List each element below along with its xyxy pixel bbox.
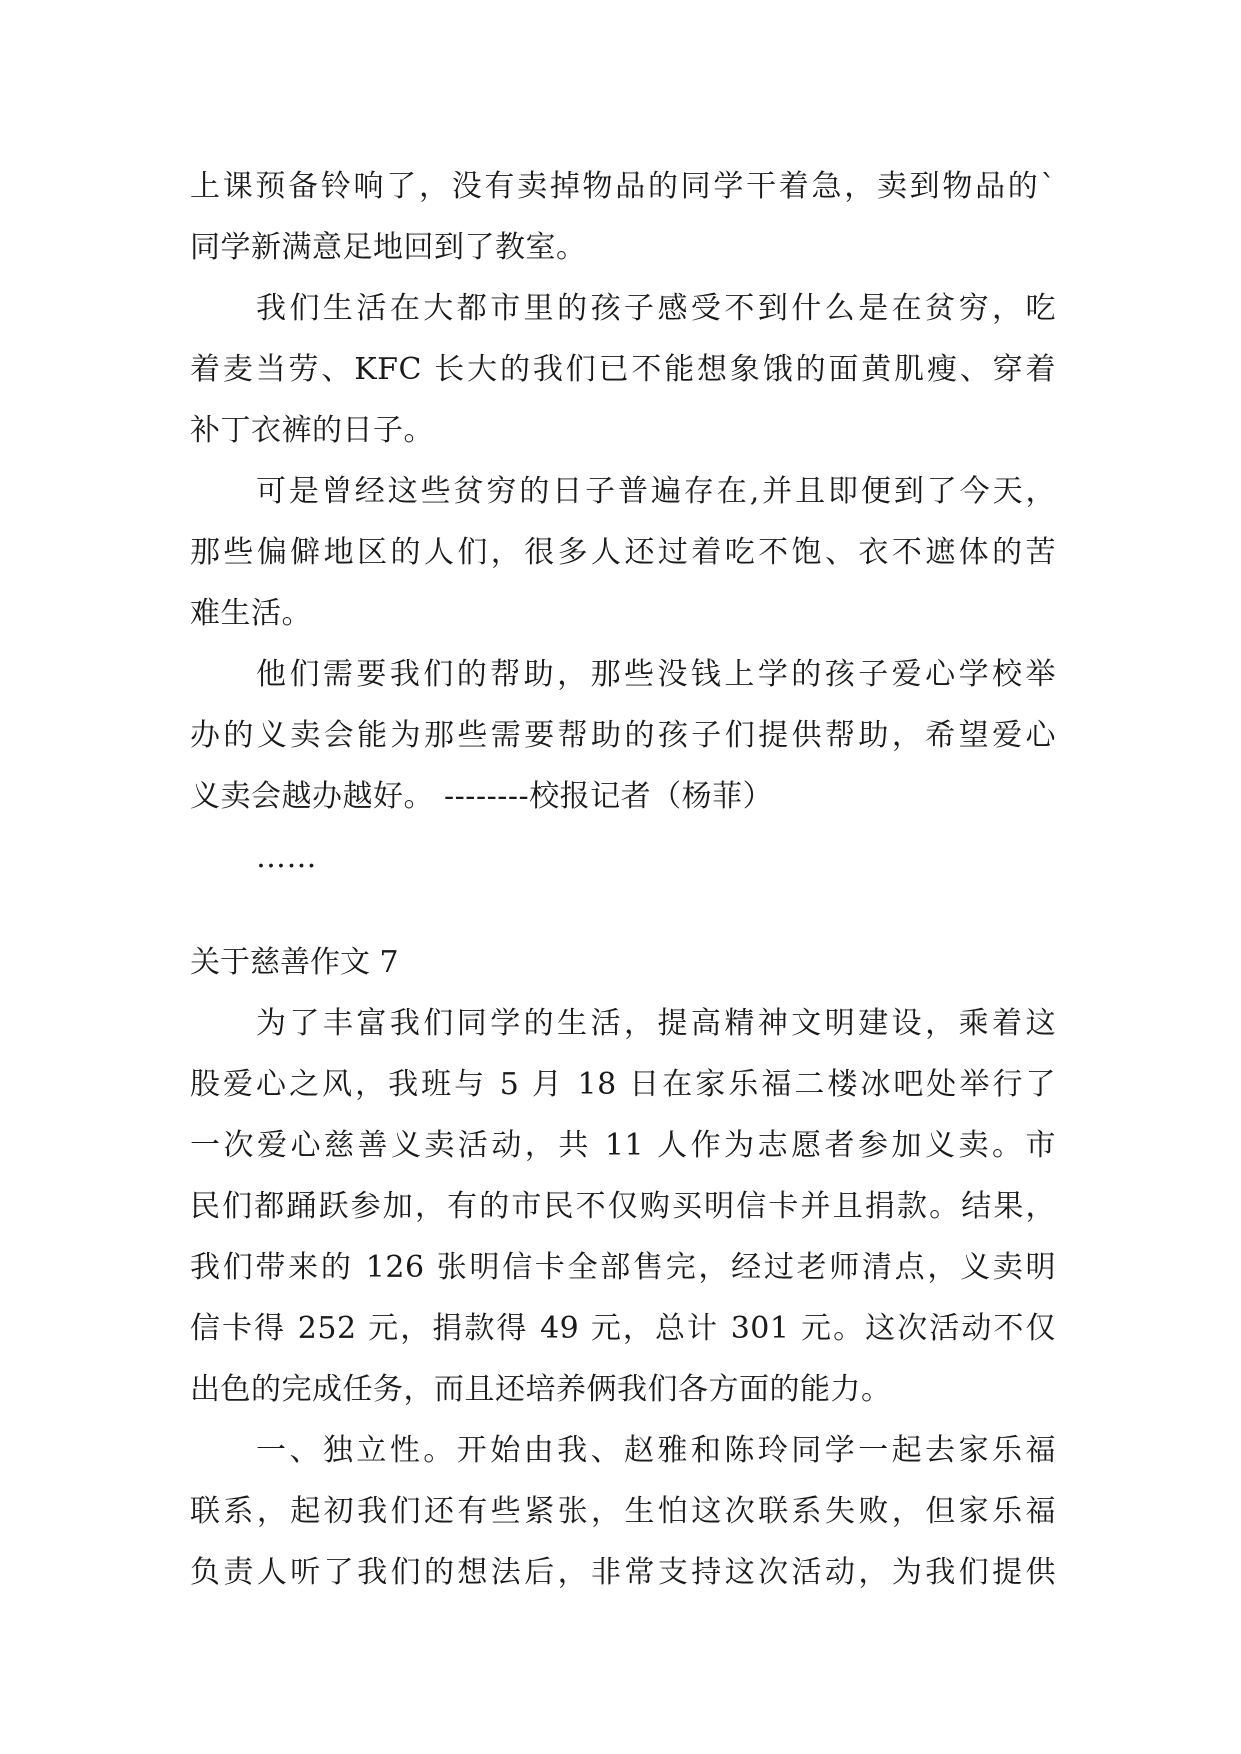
paragraph-first-line: 为了丰富我们同学的生活，提高精神文明建设，乘着这 — [256, 1006, 1056, 1041]
text-line: 一次爱心慈善义卖活动，共 11 人作为志愿者参加义卖。市 — [190, 1128, 1056, 1163]
text-line: 同学新满意足地回到了教室。 — [190, 230, 587, 265]
paragraph-first-line: 可是曾经这些贫穷的日子普遍存在,并且即便到了今天， — [256, 474, 1056, 509]
paragraph-first-line: 一、独立性。开始由我、赵雅和陈玲同学一起去家乐福 — [256, 1433, 1056, 1468]
text-line: 民们都踊跃参加，有的市民不仅购买明信卡并且捐款。结果， — [190, 1189, 1056, 1224]
text-line: 义卖会越办越好。 --------校报记者（杨菲） — [190, 779, 774, 814]
section-heading: 关于慈善作文 7 — [190, 945, 399, 980]
text-line: 着麦当劳、KFC 长大的我们已不能想象饿的面黄肌瘦、穿着 — [190, 352, 1056, 387]
text-line: 股爱心之风，我班与 5 月 18 日在家乐福二楼冰吧处举行了 — [190, 1067, 1056, 1102]
paragraph-first-line: 他们需要我们的帮助，那些没钱上学的孩子爱心学校举 — [256, 657, 1056, 692]
text-line: 出色的完成任务，而且还培养俩我们各方面的能力。 — [190, 1372, 892, 1407]
document-body — [190, 156, 1056, 1603]
text-line: 信卡得 252 元，捐款得 49 元，总计 301 元。这次活动不仅 — [190, 1311, 1056, 1346]
text-line: 联系，起初我们还有些紧张，生怕这次联系失败，但家乐福 — [190, 1494, 1056, 1529]
text-line: 上课预备铃响了，没有卖掉物品的同学干着急，卖到物品的` — [190, 169, 1056, 204]
text-line: 那些偏僻地区的人们，很多人还过着吃不饱、衣不遮体的苦 — [190, 535, 1056, 570]
text-line: 难生活。 — [190, 596, 312, 631]
text-line: 办的义卖会能为那些需要帮助的孩子们提供帮助，希望爱心 — [190, 718, 1056, 753]
text-line: 补丁衣裤的日子。 — [190, 413, 434, 448]
text-line: 我们带来的 126 张明信卡全部售完，经过老师清点，义卖明 — [190, 1250, 1056, 1285]
text-line: 负责人听了我们的想法后，非常支持这次活动，为我们提供 — [190, 1555, 1056, 1590]
paragraph-first-line: 我们生活在大都市里的孩子感受不到什么是在贫穷，吃 — [256, 291, 1056, 326]
spacer — [190, 888, 1056, 932]
ellipsis-line: …… — [256, 840, 317, 875]
